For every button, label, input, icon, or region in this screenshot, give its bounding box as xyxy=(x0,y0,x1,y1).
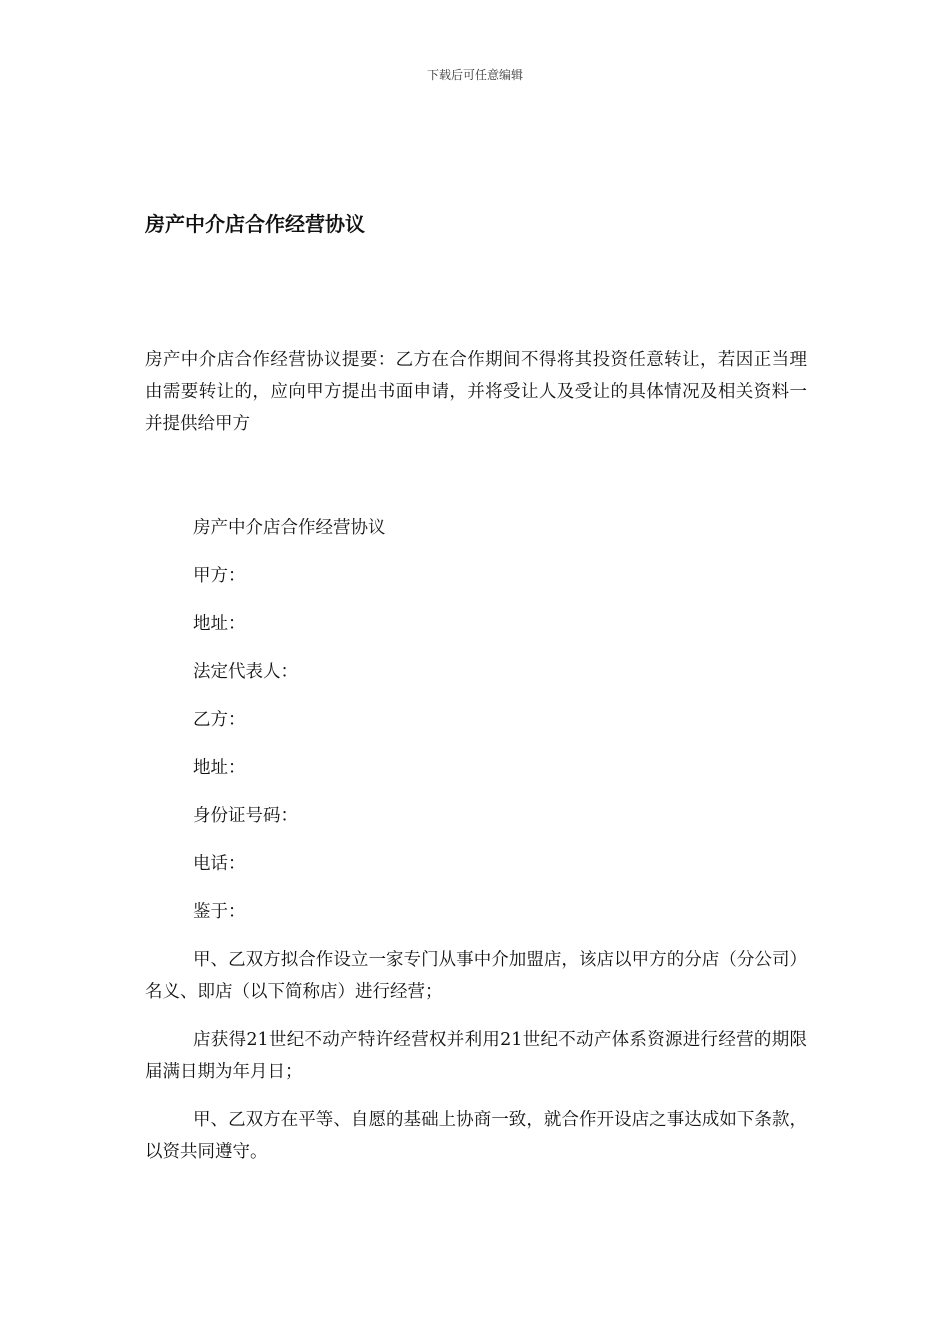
summary-paragraph: 房产中介店合作经营协议提要：乙方在合作期间不得将其投资任意转让，若因正当理由需要转让的，应向甲方提出书面申请，并将受让人及受让的具体情况及相关资料一并提供给甲方 xyxy=(145,350,807,434)
recital-paragraph-2: 店获得21世纪不动产特许经营权并利用21世纪不动产体系资源进行经营的期限届满日期为年月日； xyxy=(145,1030,807,1082)
recital-paragraph-3: 甲、乙双方在平等、自愿的基础上协商一致，就合作开设店之事达成如下条款，以资共同遵守。 xyxy=(145,1110,807,1162)
document-title: 房产中介店合作经营协议 xyxy=(145,212,365,236)
party-b-address-label: 地址： xyxy=(193,758,246,778)
agreement-body xyxy=(145,512,807,1184)
page-header-note: 下载后可任意编辑 xyxy=(426,68,523,82)
whereas-label: 鉴于： xyxy=(193,902,246,922)
legal-representative-label: 法定代表人： xyxy=(193,662,298,682)
id-number-label: 身份证号码： xyxy=(193,806,298,826)
party-a-address-label: 地址： xyxy=(193,614,246,634)
party-a-label: 甲方： xyxy=(193,566,246,586)
recital-paragraph-1: 甲、乙双方拟合作设立一家专门从事中介加盟店，该店以甲方的分店（分公司）名义、即店（以下简称店）进行经营； xyxy=(145,950,807,1002)
phone-label: 电话： xyxy=(193,854,246,874)
agreement-heading: 房产中介店合作经营协议 xyxy=(193,518,386,538)
party-b-label: 乙方： xyxy=(193,710,246,730)
